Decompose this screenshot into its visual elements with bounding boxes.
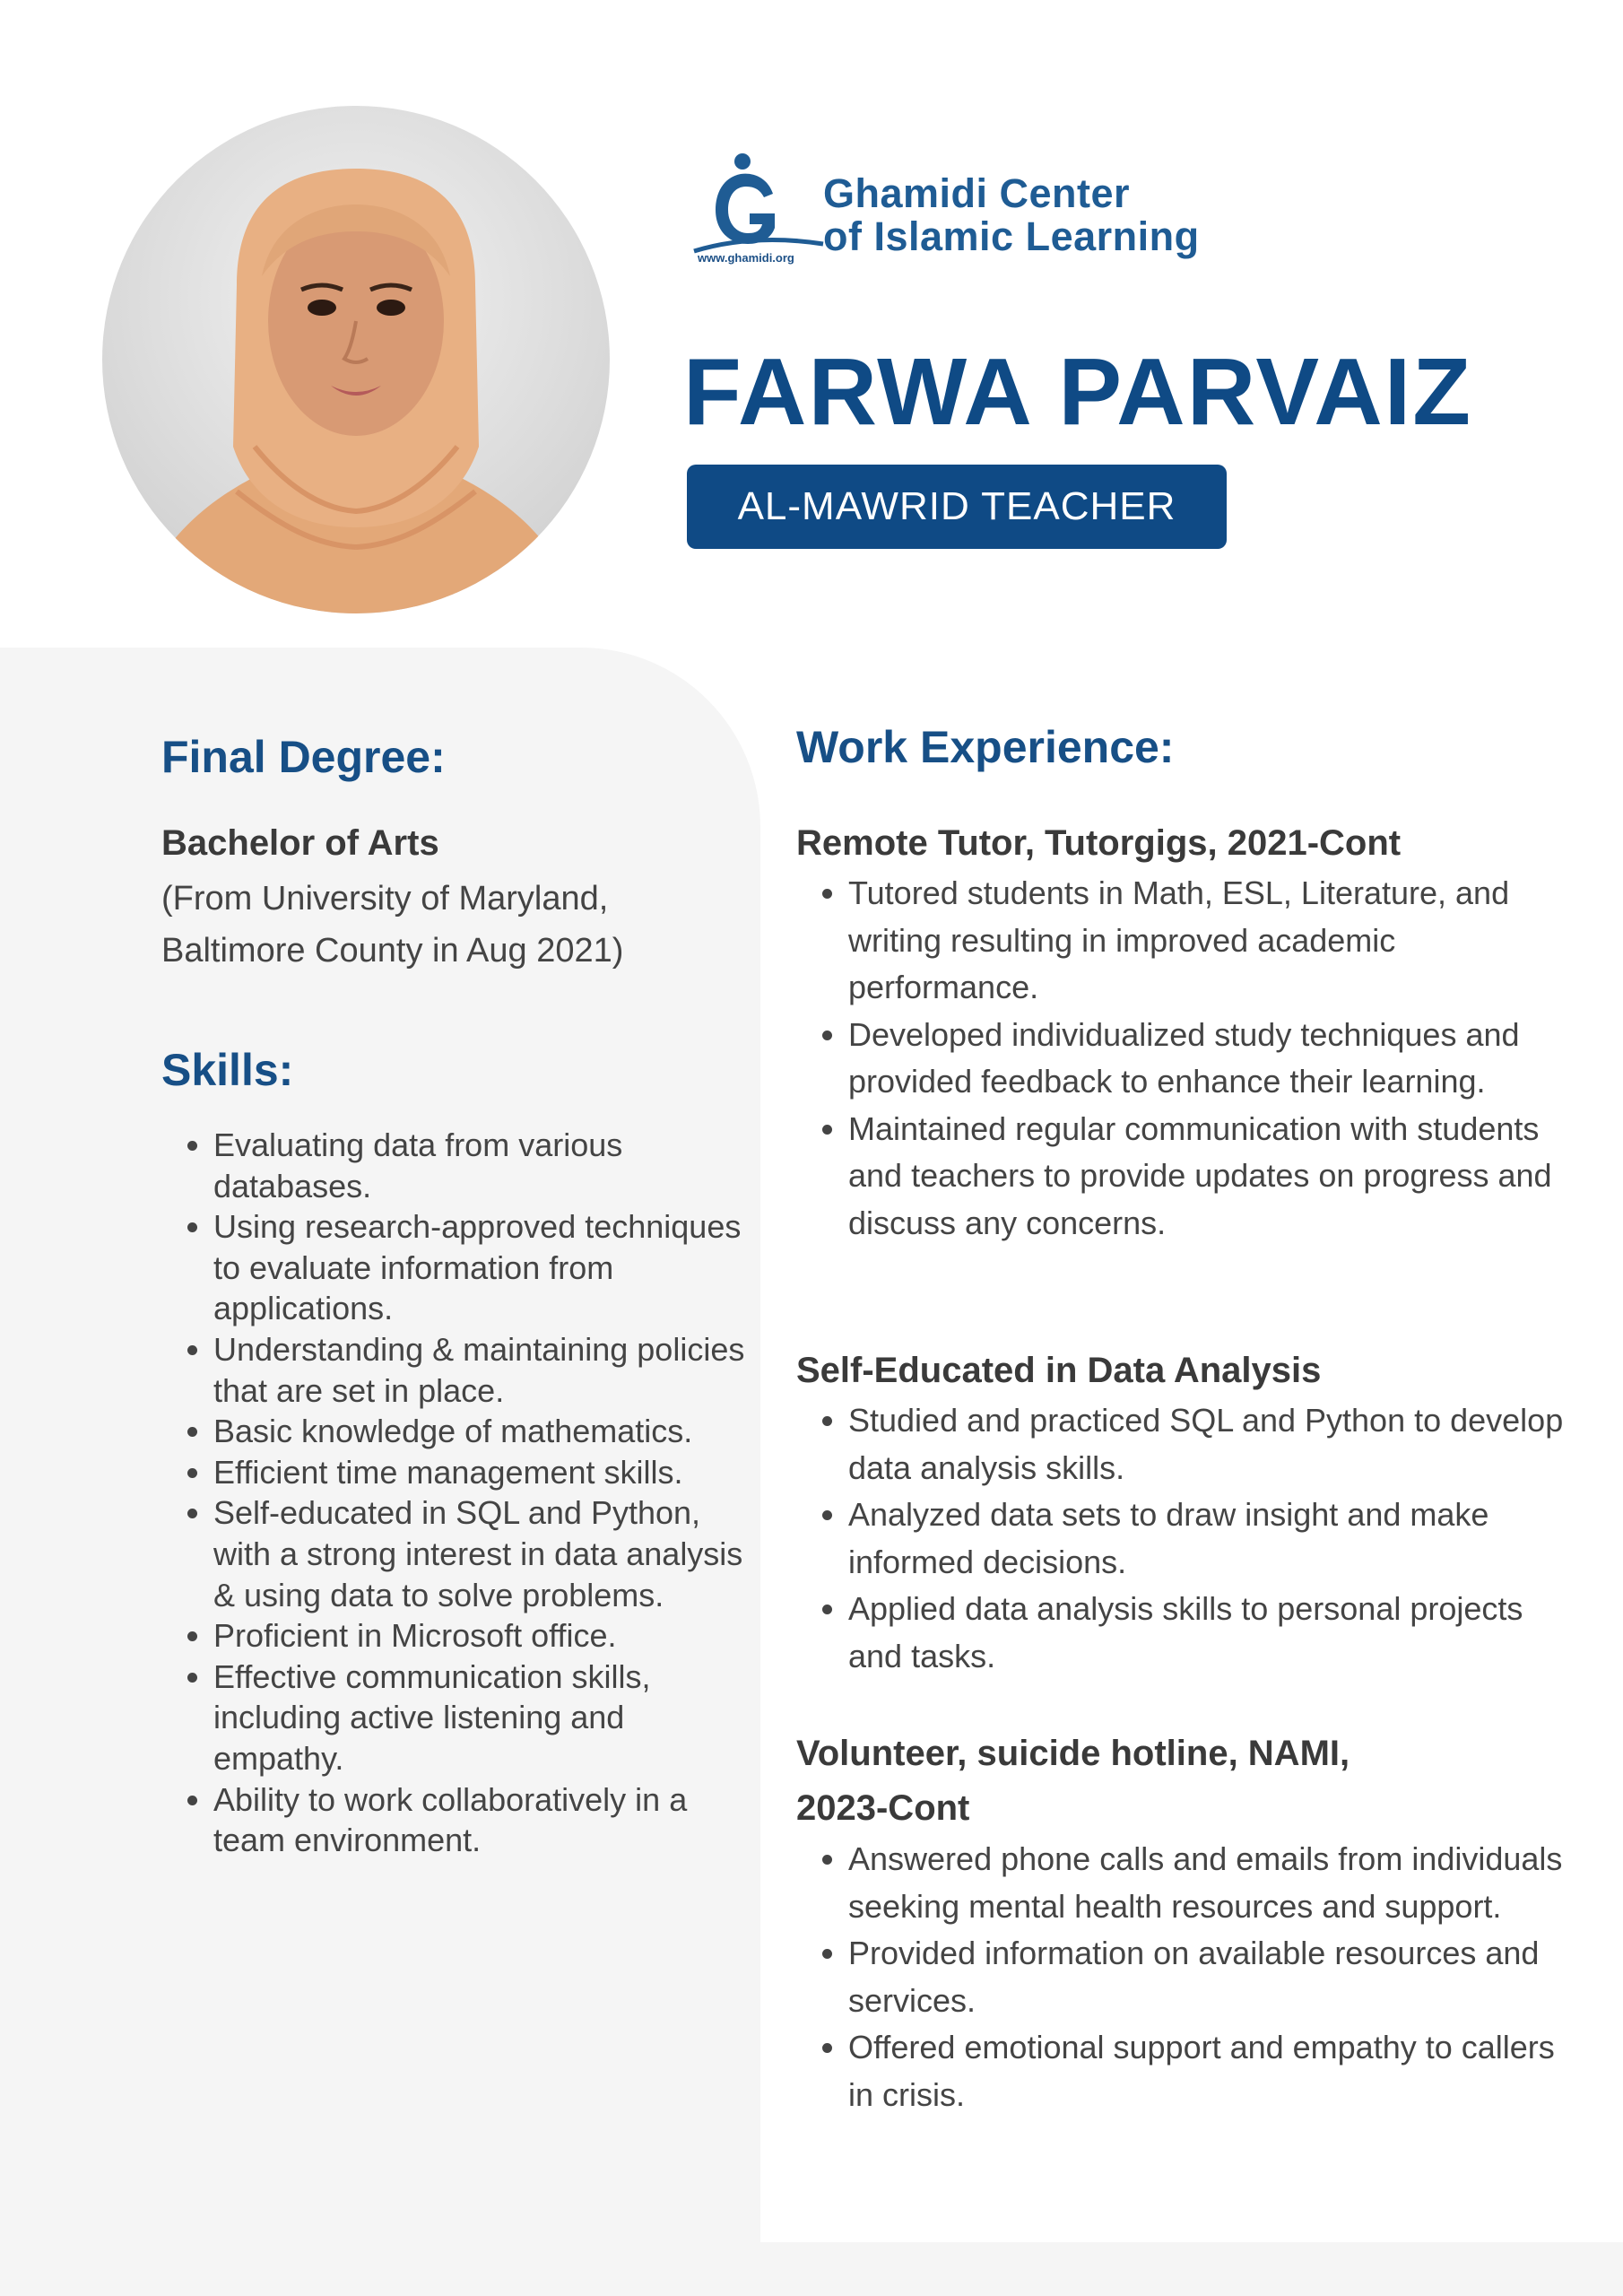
logo-title-line1: Ghamidi Center <box>823 170 1131 216</box>
skills-list <box>163 1125 751 1861</box>
profile-photo-illustration <box>102 106 610 613</box>
job-bullet: • Applied data analysis skills to personal projects and tasks. <box>848 1586 1584 1680</box>
job-bullet: • Analyzed data sets to draw insight and make informed decisions. <box>848 1492 1584 1586</box>
logo-url: www.ghamidi.org <box>698 251 794 265</box>
skill-item: • Ability to work collaboratively in a team environment. <box>213 1779 751 1861</box>
job-bullets <box>798 870 1584 1247</box>
skill-item: • Proficient in Microsoft office. <box>213 1615 751 1657</box>
job-title: Remote Tutor, Tutorgigs, 2021-Cont <box>796 823 1402 863</box>
job-bullets <box>798 1836 1584 2118</box>
skill-item: • Using research-approved techniques to evaluate information from applications. <box>213 1206 751 1329</box>
skill-item: • Evaluating data from various databases. <box>213 1125 751 1206</box>
degree-detail-line2: Baltimore County in Aug 2021) <box>161 932 624 970</box>
degree-detail-line1: (From University of Maryland, <box>161 880 609 918</box>
skills-heading: Skills: <box>161 1045 294 1095</box>
person-name: FARWA PARVAIZ <box>683 339 1472 445</box>
degree-title: Bachelor of Arts <box>161 823 439 863</box>
role-badge: AL-MAWRID TEACHER <box>687 465 1227 549</box>
logo-title-line2: of Islamic Learning <box>823 213 1200 259</box>
skill-item: • Understanding & maintaining policies that are set in place. <box>213 1329 751 1411</box>
bottom-strip-background <box>760 2242 1623 2296</box>
job-title: Self-Educated in Data Analysis <box>796 1351 1322 1390</box>
job-bullet: • Answered phone calls and emails from individuals seeking mental health resources and support. <box>848 1836 1584 1930</box>
profile-photo <box>102 106 610 613</box>
ghamidi-center-logo <box>690 151 1200 276</box>
final-degree-heading: Final Degree: <box>161 732 446 782</box>
job-bullet: • Studied and practiced SQL and Python to develop data analysis skills. <box>848 1397 1584 1492</box>
job-bullets <box>798 1397 1584 1680</box>
job-title-line2: 2023-Cont <box>796 1788 970 1828</box>
job-bullet: • Developed individualized study techniques and provided feedback to enhance their learning. <box>848 1012 1584 1106</box>
skill-item: • Effective communication skills, including active listening and empathy. <box>213 1657 751 1779</box>
job-bullet: • Tutored students in Math, ESL, Literature, and writing resulting in improved academic performance. <box>848 870 1584 1012</box>
job-bullet: • Provided information on available resources and services. <box>848 1930 1584 2024</box>
skill-item: • Self-educated in SQL and Python, with a strong interest in data analysis & using data to solve problems. <box>213 1492 751 1615</box>
job-title-line1: Volunteer, suicide hotline, NAMI, <box>796 1734 1350 1773</box>
skill-item: • Basic knowledge of mathematics. <box>213 1411 751 1452</box>
work-experience-heading: Work Experience: <box>796 722 1175 772</box>
job-bullet: • Offered emotional support and empathy to callers in crisis. <box>848 2024 1584 2118</box>
skill-item: • Efficient time management skills. <box>213 1452 751 1493</box>
job-bullet: • Maintained regular communication with students and teachers to provide updates on progress and discuss any concerns. <box>848 1106 1584 1248</box>
